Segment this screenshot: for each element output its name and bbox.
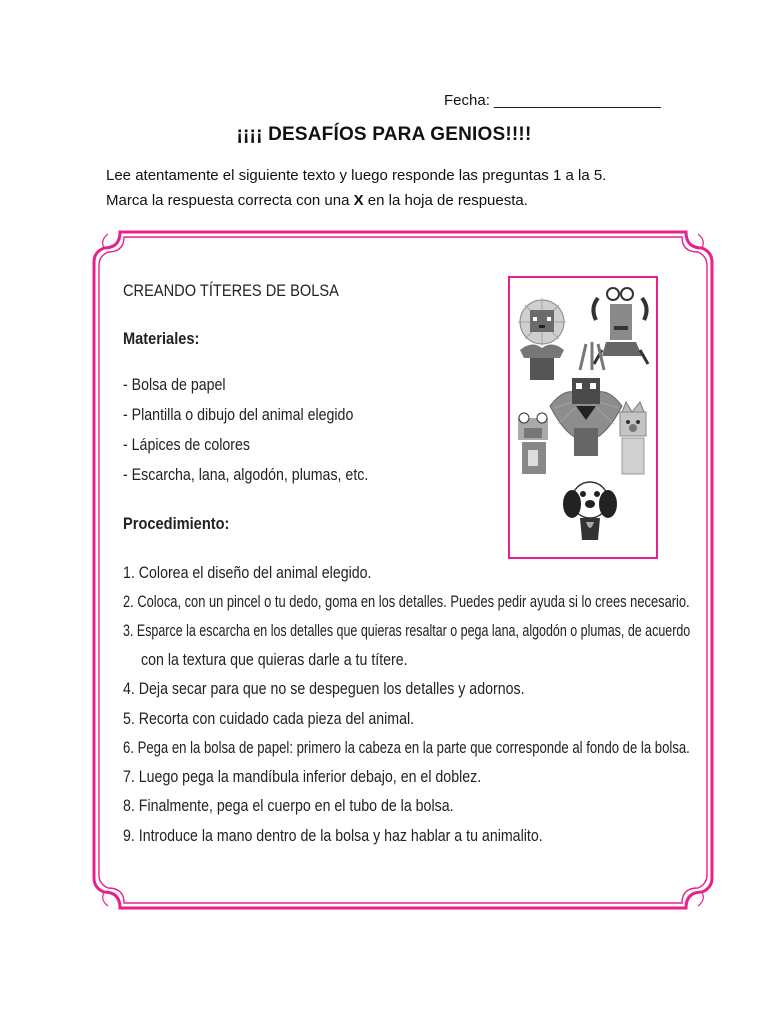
puppets-photo xyxy=(508,276,658,559)
material-item: - Bolsa de papel xyxy=(123,376,226,394)
procedure-step: 1. Colorea el diseño del animal elegido. xyxy=(123,564,372,582)
material-item: - Lápices de colores xyxy=(123,436,250,454)
dog-puppet-icon xyxy=(563,482,617,540)
material-item: - Escarcha, lana, algodón, plumas, etc. xyxy=(123,466,369,484)
lion-puppet-icon xyxy=(518,298,566,380)
procedure-step: 3. Esparce la escarcha en los detalles que quieras resaltar o pega lana, algodón o plumas, de acuerdo xyxy=(123,622,691,640)
pig-puppet-icon xyxy=(518,413,548,474)
puppets-illustration xyxy=(510,278,656,557)
cat-puppet-icon xyxy=(620,402,646,474)
crab-puppet-icon xyxy=(593,288,648,364)
date-field-label: Fecha: ____________________ xyxy=(444,92,661,109)
instruction-text-post: en la hoja de respuesta. xyxy=(363,192,528,209)
procedure-step: 6. Pega en la bolsa de papel: primero la cabeza en la parte que corresponde al fondo de la bolsa. xyxy=(123,739,690,757)
procedure-step-continued: con la textura que quieras darle a tu títere. xyxy=(141,651,408,669)
procedure-heading: Procedimiento: xyxy=(123,514,230,533)
materials-heading: Materiales: xyxy=(123,329,200,348)
procedure-step: 5. Recorta con cuidado cada pieza del animal. xyxy=(123,710,415,728)
instruction-line-1: Lee atentamente el siguiente texto y luego responde las preguntas 1 a la 5. xyxy=(106,167,607,184)
procedure-step: 9. Introduce la mano dentro de la bolsa y haz hablar a tu animalito. xyxy=(123,827,543,845)
page-title: ¡¡¡¡ DESAFÍOS PARA GENIOS!!!! xyxy=(236,124,532,145)
procedure-step: 7. Luego pega la mandíbula inferior debajo, en el doblez. xyxy=(123,768,482,786)
procedure-step: 4. Deja secar para que no se despeguen los detalles y adornos. xyxy=(123,680,525,698)
material-item: - Plantilla o dibujo del animal elegido xyxy=(123,406,354,424)
instruction-mark-x: X xyxy=(353,192,364,209)
puppet-title: CREANDO TÍTERES DE BOLSA xyxy=(123,281,339,300)
procedure-step: 8. Finalmente, pega el cuerpo en el tubo de la bolsa. xyxy=(123,797,454,815)
procedure-step: 2. Coloca, con un pincel o tu dedo, goma en los detalles. Puedes pedir ayuda si lo crees necesario. xyxy=(123,593,690,611)
bird-puppet-icon xyxy=(550,342,622,456)
instruction-text-pre: Marca la respuesta correcta con una xyxy=(106,192,354,209)
